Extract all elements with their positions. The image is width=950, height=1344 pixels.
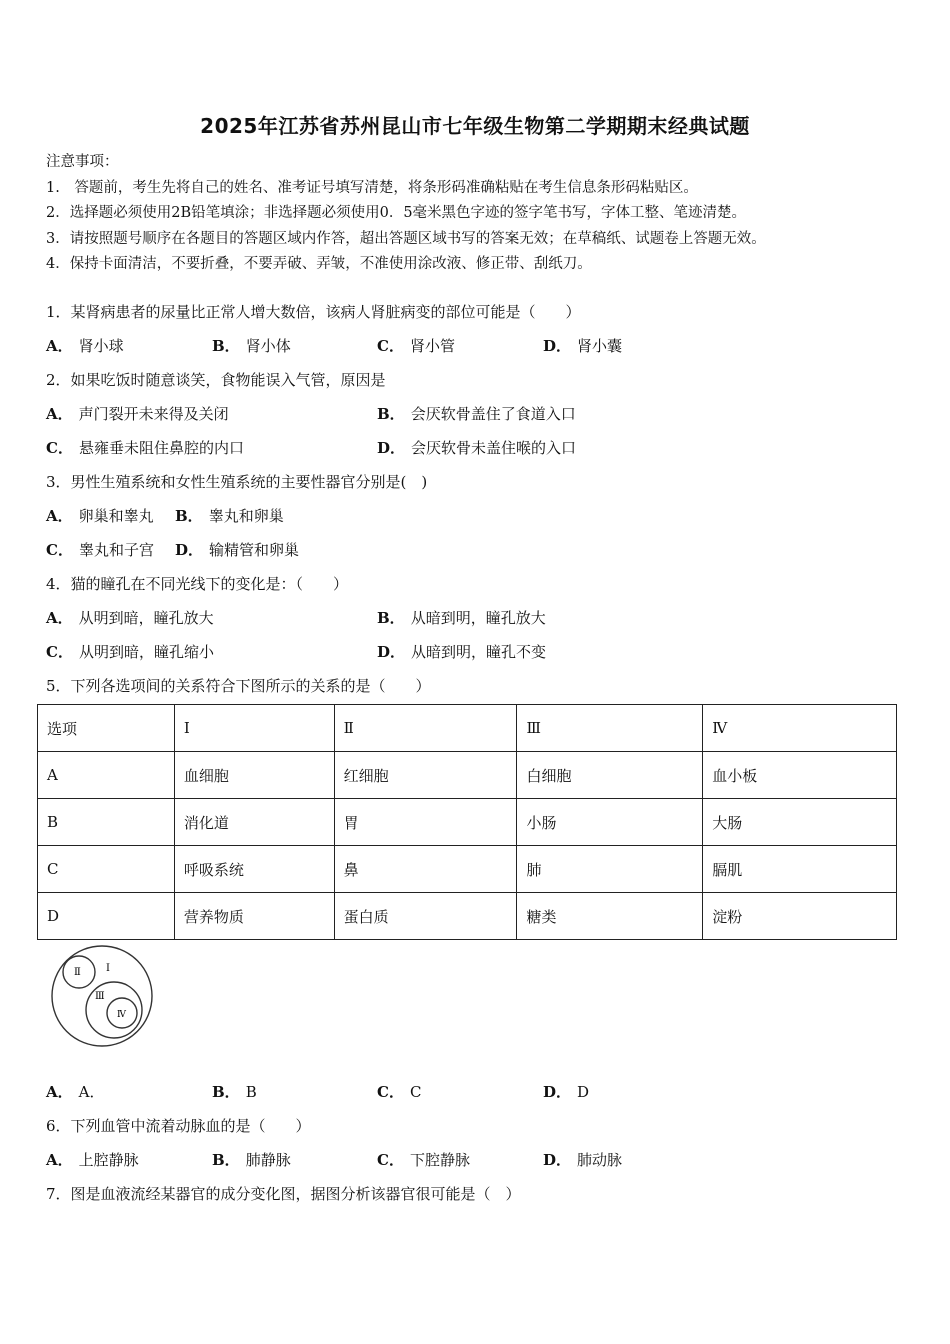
q5-option-d: D． D (543, 1083, 590, 1101)
table-header-cell: Ⅰ (174, 705, 334, 752)
q2-option-b: B． 会厌软骨盖住了食道入口 (377, 405, 576, 423)
table-cell: 蛋白质 (334, 893, 517, 940)
q6-option-a: A． 上腔静脉 (46, 1151, 139, 1169)
relationship-table (37, 704, 897, 940)
question-2-stem: 2．如果吃饭时随意谈笑，食物能误入气管，原因是 (46, 371, 386, 389)
table-header-cell: 选项 (38, 705, 175, 752)
q4-option-a: A． 从明到暗，瞳孔放大 (46, 609, 214, 627)
table-row (38, 799, 897, 846)
notice-item: 1. 答题前，考生先将自己的姓名、准考证号填写清楚，将条形码准确粘贴在考生信息条形码粘贴区。 (46, 179, 698, 196)
table-cell: 消化道 (174, 799, 334, 846)
table-cell: 糖类 (517, 893, 703, 940)
q2-option-d: D． 会厌软骨未盖住喉的入口 (377, 439, 577, 457)
q3-option-b: B． 睾丸和卵巢 (175, 507, 284, 525)
q4-option-c: C． 从明到暗，瞳孔缩小 (46, 643, 214, 661)
question-3-stem: 3．男性生殖系统和女性生殖系统的主要性器官分别是( ) (46, 473, 428, 491)
q1-option-b: B． 肾小体 (212, 337, 291, 355)
venn-label-iii: Ⅲ (95, 991, 105, 1002)
table-cell: 大肠 (703, 799, 897, 846)
table-cell: 呼吸系统 (174, 846, 334, 893)
table-header-cell: Ⅳ (703, 705, 897, 752)
table-cell: 营养物质 (174, 893, 334, 940)
q6-option-c: C． 下腔静脉 (377, 1151, 470, 1169)
page-title: 2025年江苏省苏州昆山市七年级生物第二学期期末经典试题 (200, 114, 750, 138)
table-cell: 血细胞 (174, 752, 334, 799)
table-cell: 肺 (517, 846, 703, 893)
question-4-stem: 4．猫的瞳孔在不同光线下的变化是：（ ） (46, 575, 349, 593)
question-6-stem: 6．下列血管中流着动脉血的是（ ） (46, 1117, 311, 1135)
q4-option-b: B． 从暗到明，瞳孔放大 (377, 609, 546, 627)
q1-option-d: D． 肾小囊 (543, 337, 623, 355)
table-cell: D (38, 893, 175, 940)
question-1-stem: 1．某肾病患者的尿量比正常人增大数倍，该病人肾脏病变的部位可能是（ ） (46, 303, 581, 321)
q4-option-d: D． 从暗到明，瞳孔不变 (377, 643, 547, 661)
table-cell: 红细胞 (334, 752, 517, 799)
table-cell: A (38, 752, 175, 799)
q3-option-c: C． 睾丸和子宫 (46, 541, 154, 559)
table-cell: 淀粉 (703, 893, 897, 940)
notice-heading: 注意事项： (46, 154, 119, 170)
venn-label-ii: Ⅱ (74, 967, 81, 978)
notice-item: 3．请按照题号顺序在各题目的答题区域内作答，超出答题区域书写的答案无效；在草稿纸、试题卷上答题无效。 (46, 230, 766, 247)
table-row (38, 846, 897, 893)
q2-option-a: A． 声门裂开未来得及关闭 (46, 405, 229, 423)
venn-label-iv: Ⅳ (117, 1010, 126, 1020)
q5-option-a: A． A． (46, 1083, 105, 1101)
table-cell: 膈肌 (703, 846, 897, 893)
table-header-cell: Ⅲ (517, 705, 703, 752)
table-cell: C (38, 846, 175, 893)
q6-option-b: B． 肺静脉 (212, 1151, 291, 1169)
table-header-row (38, 705, 897, 752)
notice-section (46, 150, 916, 278)
q1-option-c: C． 肾小管 (377, 337, 455, 355)
q3-option-a: A． 卵巢和睾丸 (46, 507, 154, 525)
table-cell: B (38, 799, 175, 846)
table-row (38, 893, 897, 940)
q5-option-c: C． C (377, 1083, 422, 1101)
table-cell: 胃 (334, 799, 517, 846)
table-cell: 血小板 (703, 752, 897, 799)
table-header-cell: Ⅱ (334, 705, 517, 752)
question-5-stem: 5．下列各选项间的关系符合下图所示的关系的是（ ） (46, 677, 431, 695)
q3-option-d: D． 输精管和卵巢 (175, 541, 300, 559)
table-cell: 小肠 (517, 799, 703, 846)
table-cell: 鼻 (334, 846, 517, 893)
q2-option-c: C． 悬雍垂未阻住鼻腔的内口 (46, 439, 244, 457)
venn-label-i: Ⅰ (106, 963, 110, 974)
q5-option-b: B． B (212, 1083, 257, 1101)
question-7-stem: 7．图是血液流经某器官的成分变化图，据图分析该器官很可能是（ ） (46, 1185, 521, 1203)
table-row (38, 752, 897, 799)
notice-item: 2．选择题必须使用2B铅笔填涂；非选择题必须使用0．5毫米黑色字迹的签字笔书写，字体工整、笔迹清楚。 (46, 205, 747, 221)
venn-diagram (46, 944, 158, 1048)
table-cell: 白细胞 (517, 752, 703, 799)
notice-item: 4．保持卡面清洁，不要折叠，不要弄破、弄皱，不准使用涂改液、修正带、刮纸刀。 (46, 256, 592, 272)
q1-option-a: A． 肾小球 (46, 337, 124, 355)
q6-option-d: D． 肺动脉 (543, 1151, 623, 1169)
